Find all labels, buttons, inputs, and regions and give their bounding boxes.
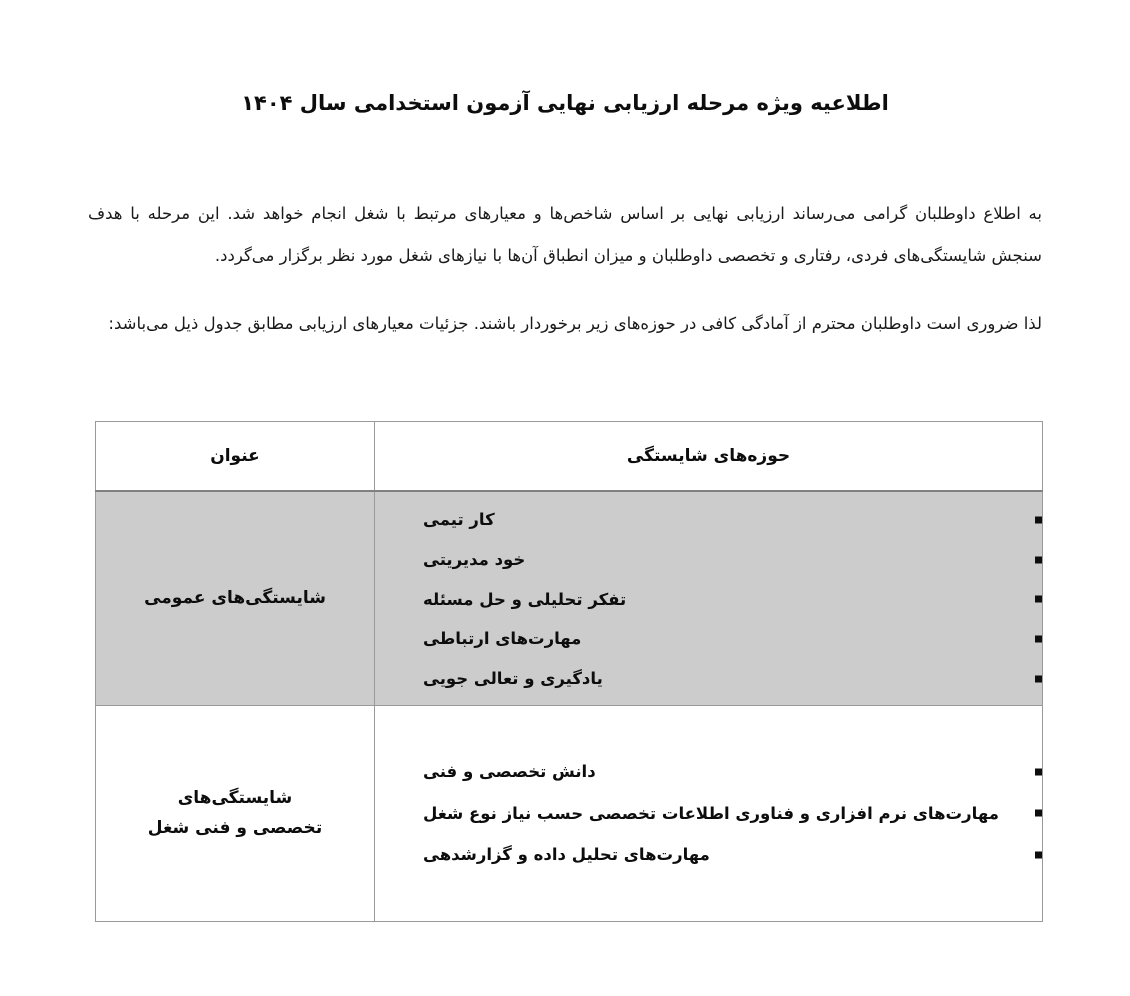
square-bullet-icon: [1035, 516, 1042, 523]
square-bullet-icon: [1035, 596, 1042, 603]
list-item-label: تفکر تحلیلی و حل مسئله: [423, 589, 627, 609]
list-item: [401, 834, 1042, 876]
list-item: [401, 619, 1042, 659]
list-item: [401, 659, 1042, 699]
list-item: [401, 500, 1042, 540]
table-body: [96, 491, 1043, 922]
list-item: [401, 751, 1042, 793]
list-item-label: دانش تخصصی و فنی: [423, 762, 596, 782]
square-bullet-icon: [1035, 636, 1042, 643]
column-header-title: عنوان: [96, 422, 375, 492]
row-title-line: شایستگی‌های عمومی: [144, 587, 326, 608]
square-bullet-icon: [1035, 810, 1042, 817]
competency-list-specific: [375, 751, 1042, 876]
list-item-label: مهارت‌های تحلیل داده و گزارشدهی: [423, 845, 710, 865]
square-bullet-icon: [1035, 768, 1042, 775]
square-bullet-icon: [1035, 852, 1042, 859]
page-title: اطلاعیه ویژه مرحله ارزیابی نهایی آزمون استخدامی سال ۱۴۰۴: [241, 91, 889, 116]
column-header-areas: حوزه‌های شایستگی: [375, 422, 1043, 492]
competency-table: [95, 421, 1043, 922]
list-item: [401, 540, 1042, 580]
list-item-label: خود مدیریتی: [423, 549, 526, 569]
square-bullet-icon: [1035, 676, 1042, 683]
list-item-label: مهارت‌های ارتباطی: [423, 629, 582, 649]
list-item: [401, 793, 1042, 835]
list-item-label: کار تیمی: [423, 509, 495, 529]
areas-cell-specific: [375, 706, 1043, 922]
areas-cell-general: [375, 491, 1043, 706]
table-row: [96, 491, 1043, 706]
table-header: [96, 422, 1043, 492]
title-cell-specific: [96, 706, 375, 922]
list-item: [401, 580, 1042, 620]
list-item-label: مهارت‌های نرم افزاری و فناوری اطلاعات تخصصی حسب نیاز نوع شغل: [423, 803, 999, 823]
title-cell-general: [96, 491, 375, 706]
intro-paragraph-2: لذا ضروری است داوطلبان محترم از آمادگی کافی در حوزه‌های زیر برخوردار باشند. جزئیات معیارهای ارزیابی مطابق جدول ذیل می‌باشد:: [108, 313, 1042, 333]
table-header-row: [96, 422, 1043, 492]
table-row: [96, 706, 1043, 922]
row-title-line: شایستگی‌های: [177, 787, 293, 808]
intro-paragraph-1: به اطلاع داوطلبان گرامی می‌رساند ارزیابی نهایی بر اساس شاخص‌ها و معیارهای مرتبط با شغل انجام خواهد شد. این مرحله با هدف سنجش شایستگی‌های فردی، رفتاری و تخصصی داوطلبان و میزان انطباق آن‌ها با نیازهای شغل مورد نظر برگزار می‌گردد.: [88, 203, 1042, 265]
row-title-line: تخصصی و فنی شغل: [147, 817, 323, 838]
list-item-label: یادگیری و تعالی جویی: [423, 669, 603, 689]
competency-list-general: [375, 498, 1042, 700]
square-bullet-icon: [1035, 556, 1042, 563]
